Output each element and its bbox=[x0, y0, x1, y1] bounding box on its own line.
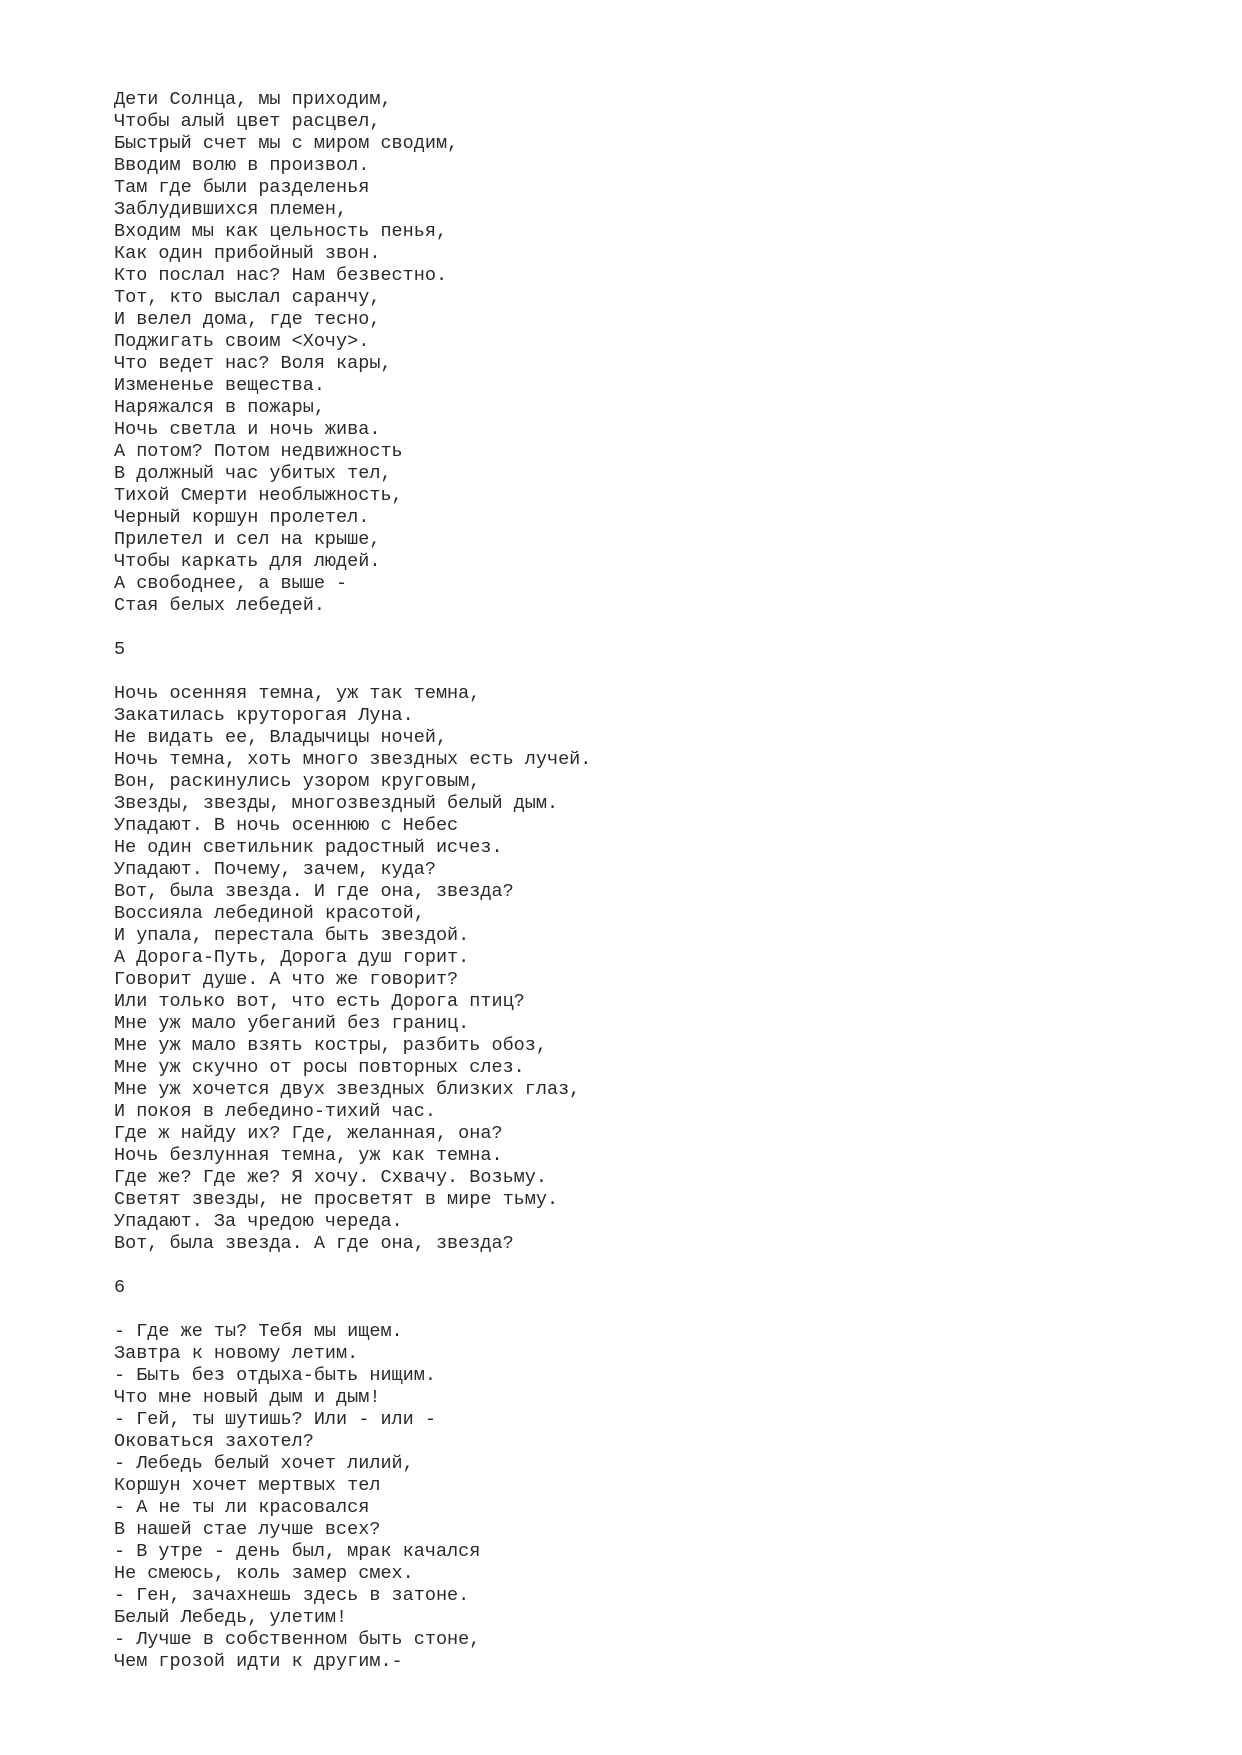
poem-line: В нашей стае лучше всех? bbox=[114, 1519, 381, 1540]
poem-line: И покоя в лебедино-тихий час. bbox=[114, 1101, 436, 1122]
poem-line: Кто послал нас? Нам безвестно. bbox=[114, 265, 448, 286]
poem-line: Вот, была звезда. И где она, звезда? bbox=[114, 881, 514, 902]
poem-line: Вот, была звезда. А где она, звезда? bbox=[114, 1233, 514, 1254]
poem-line: - Ген, зачахнешь здесь в затоне. bbox=[114, 1585, 470, 1606]
poem-line: Чтобы каркать для людей. bbox=[114, 551, 381, 572]
poem-line: Входим мы как цельность пенья, bbox=[114, 221, 448, 242]
poem-line: А Дорога-Путь, Дорога душ горит. bbox=[114, 947, 470, 968]
poem-line: Звезды, звезды, многозвездный белый дым. bbox=[114, 793, 559, 814]
poem-line: Ночь безлунная темна, уж как темна. bbox=[114, 1145, 503, 1166]
poem-line: Не смеюсь, коль замер смех. bbox=[114, 1563, 414, 1584]
poem-line: Заблудившихся племен, bbox=[114, 199, 348, 220]
poem-line: Чтобы алый цвет расцвел, bbox=[114, 111, 381, 132]
poem-line: Как один прибойный звон. bbox=[114, 243, 381, 264]
poem-line: Там где были разделенья bbox=[114, 177, 370, 198]
poem-line: - В утре - день был, мрак качался bbox=[114, 1541, 481, 1562]
stanza-5 bbox=[114, 683, 1194, 1255]
poem-line: Оковаться захотел? bbox=[114, 1431, 314, 1452]
poem-line: Ночь темна, хоть много звездных есть лучей. bbox=[114, 749, 592, 770]
poem-line: - Быть без отдыха-быть нищим. bbox=[114, 1365, 436, 1386]
poem-line: Ночь осенняя темна, уж так темна, bbox=[114, 683, 481, 704]
poem-line: Воссияла лебединой красотой, bbox=[114, 903, 425, 924]
section-number-6: 6 bbox=[114, 1277, 126, 1298]
poem-line: Что мне новый дым и дым! bbox=[114, 1387, 381, 1408]
poem-line: Упадают. В ночь осеннюю с Небес bbox=[114, 815, 459, 836]
poem-line: Где ж найду их? Где, желанная, она? bbox=[114, 1123, 503, 1144]
poem-line: Мне уж хочется двух звездных близких глаз, bbox=[114, 1079, 581, 1100]
poem-line: Светят звезды, не просветят в мире тьму. bbox=[114, 1189, 559, 1210]
poem-line: Что ведет нас? Воля кары, bbox=[114, 353, 392, 374]
poem-line: Не один светильник радостный исчез. bbox=[114, 837, 503, 858]
poem-line: Прилетел и сел на крыше, bbox=[114, 529, 381, 550]
poem-line: Завтра к новому летим. bbox=[114, 1343, 359, 1364]
poem-line: Наряжался в пожары, bbox=[114, 397, 325, 418]
poem-line: Не видать ее, Владычицы ночей, bbox=[114, 727, 448, 748]
poem-line: - Гей, ты шутишь? Или - или - bbox=[114, 1409, 436, 1430]
stanza-1 bbox=[114, 89, 1194, 617]
poem-line: Упадают. Почему, зачем, куда? bbox=[114, 859, 436, 880]
document-page bbox=[114, 89, 1194, 1673]
poem-line: А потом? Потом недвижность bbox=[114, 441, 403, 462]
poem-line: - Лебедь белый хочет лилий, bbox=[114, 1453, 414, 1474]
poem-line: Или только вот, что есть Дорога птиц? bbox=[114, 991, 525, 1012]
poem-line: И упала, перестала быть звездой. bbox=[114, 925, 470, 946]
poem-line: Где же? Где же? Я хочу. Схвачу. Возьму. bbox=[114, 1167, 547, 1188]
poem-line: Говорит душе. А что же говорит? bbox=[114, 969, 459, 990]
poem-line: Дети Солнца, мы приходим, bbox=[114, 89, 392, 110]
poem-line: Быстрый счет мы с миром сводим, bbox=[114, 133, 459, 154]
poem-line: Черный коршун пролетел. bbox=[114, 507, 370, 528]
section-number-5: 5 bbox=[114, 639, 126, 660]
poem-line: Мне уж мало взять костры, разбить обоз, bbox=[114, 1035, 547, 1056]
poem-line: Чем грозой идти к другим.- bbox=[114, 1651, 403, 1672]
poem-line: - Лучше в собственном быть стоне, bbox=[114, 1629, 481, 1650]
poem-line: А свободнее, а выше - bbox=[114, 573, 348, 594]
poem-line: И велел дома, где тесно, bbox=[114, 309, 381, 330]
poem-line: Ночь светла и ночь жива. bbox=[114, 419, 381, 440]
poem-line: Тот, кто выслал саранчу, bbox=[114, 287, 381, 308]
poem-line: Поджигать своим <Хочу>. bbox=[114, 331, 370, 352]
poem-line: - Где же ты? Тебя мы ищем. bbox=[114, 1321, 403, 1342]
poem-line: Закатилась круторогая Луна. bbox=[114, 705, 414, 726]
poem-line: Мне уж скучно от росы повторных слез. bbox=[114, 1057, 525, 1078]
poem-line: Тихой Смерти необлыжность, bbox=[114, 485, 403, 506]
poem-line: Вон, раскинулись узором круговым, bbox=[114, 771, 481, 792]
poem-line: В должный час убитых тел, bbox=[114, 463, 392, 484]
poem-line: Вводим волю в произвол. bbox=[114, 155, 370, 176]
stanza-6 bbox=[114, 1321, 1194, 1673]
poem-line: Коршун хочет мертвых тел bbox=[114, 1475, 381, 1496]
poem-line: - А не ты ли красовался bbox=[114, 1497, 370, 1518]
poem-line: Измененье вещества. bbox=[114, 375, 325, 396]
poem-line: Упадают. За чредою череда. bbox=[114, 1211, 403, 1232]
poem-line: Мне уж мало убеганий без границ. bbox=[114, 1013, 470, 1034]
poem-line: Стая белых лебедей. bbox=[114, 595, 325, 616]
poem-line: Белый Лебедь, улетим! bbox=[114, 1607, 348, 1628]
